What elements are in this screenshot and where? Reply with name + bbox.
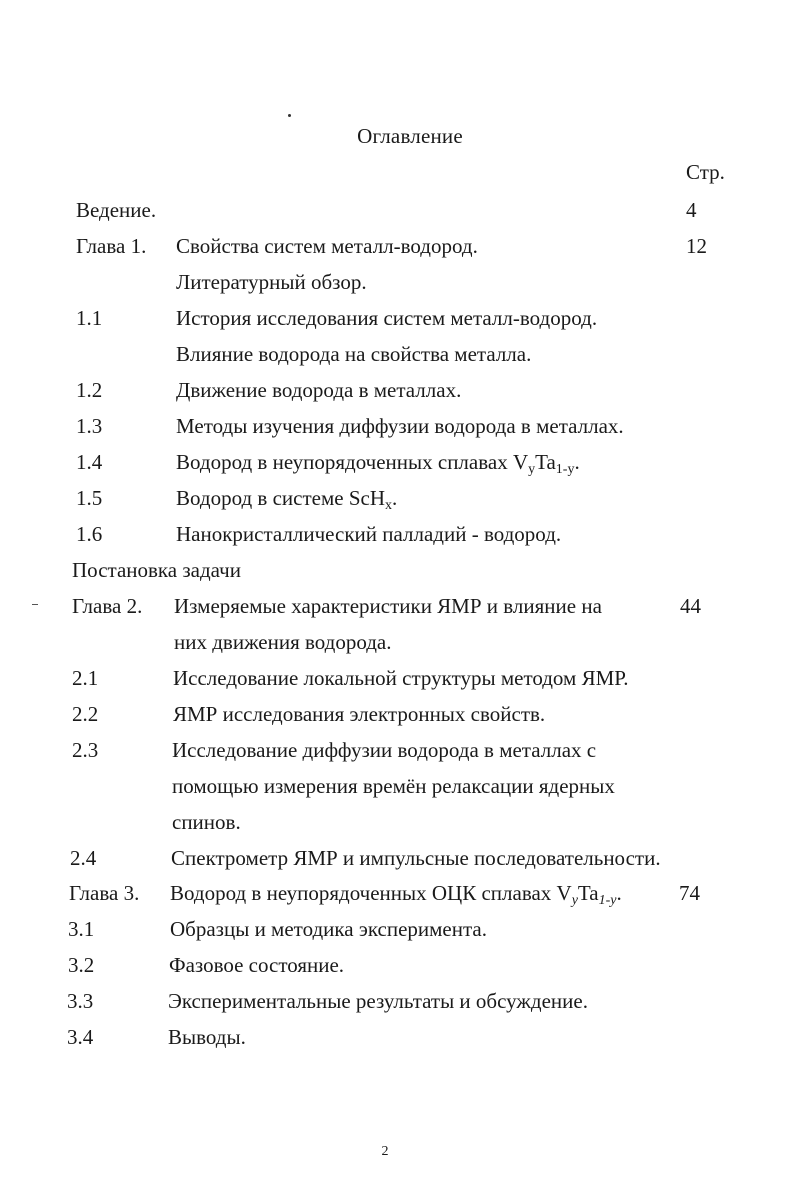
page-number: 2: [381, 1144, 389, 1159]
toc-subscript: x: [385, 498, 392, 513]
toc-entry-title: Методы изучения диффузии водорода в металлах.: [176, 414, 624, 438]
toc-entry-title: Движение водорода в металлах.: [176, 378, 462, 402]
toc-entry-number: 1.3: [76, 414, 103, 438]
toc-entry-number: 2.1: [72, 666, 99, 690]
toc-entry-title: Исследование диффузии водорода в металлах с: [172, 738, 597, 762]
pages-column-header: Стр.: [686, 160, 725, 184]
toc-entry-number: 1.4: [76, 450, 103, 474]
toc-text-part: Ta: [535, 450, 556, 474]
toc-subscript: y: [528, 462, 536, 477]
toc-entry-title: Влияние водорода на свойства металла.: [176, 342, 532, 366]
toc-entry-number: Глава 1.: [76, 234, 147, 258]
toc-entry-title: Измеряемые характеристики ЯМР и влияние на: [174, 594, 602, 618]
toc-entry-page: 12: [686, 234, 707, 258]
toc-entry-number: 1.2: [76, 378, 103, 402]
toc-entry-title: Фазовое состояние.: [169, 953, 345, 977]
toc-text-part: Водород в системе ScH: [176, 486, 385, 510]
toc-entry-number: 2.2: [72, 702, 99, 726]
toc-entry-number: 3.1: [68, 917, 95, 941]
toc-entry-title: них движения водорода.: [174, 630, 392, 654]
toc-entry-title: Литературный обзор.: [176, 270, 367, 294]
toc-entry-title: Нанокристаллический палладий - водород.: [176, 522, 562, 546]
toc-text-part: .: [616, 881, 622, 905]
toc-entry-title: Образцы и методика эксперимента.: [170, 917, 487, 941]
toc-text-part: .: [392, 486, 398, 510]
toc-text-part: Водород в неупорядоченных сплавах V: [176, 450, 529, 474]
toc-entry-label: Ведение.: [76, 198, 157, 222]
toc-text-part: Водород в неупорядоченных ОЦК сплавах V: [170, 881, 572, 905]
toc-subscript: 1-y: [555, 462, 575, 477]
toc-entry-number: Глава 2.: [72, 594, 143, 618]
toc-entry-page: 74: [679, 881, 700, 905]
page-title: Оглавление: [357, 124, 463, 148]
toc-entry-title: [176, 486, 398, 513]
toc-entry-title: Выводы.: [168, 1025, 246, 1049]
toc-text-part: .: [574, 450, 580, 474]
toc-subscript: y: [571, 893, 578, 908]
toc-entry-title: [176, 450, 580, 477]
toc-entry-number: 3.4: [67, 1025, 94, 1049]
scan-mark: [32, 604, 38, 605]
toc-entry-number: 3.3: [67, 989, 94, 1013]
toc-entry-label: Постановка задачи: [72, 558, 241, 582]
toc-entry-title: помощью измерения времён релаксации ядерных: [172, 774, 615, 798]
toc-entry-number: 1.5: [76, 486, 103, 510]
toc-subscript: 1-y: [598, 893, 617, 908]
toc-entry-title: Спектрометр ЯМР и импульсные последовательности.: [171, 846, 661, 870]
toc-entry-number: 2.4: [70, 846, 97, 870]
toc-entry-title: История исследования систем металл-водород.: [176, 306, 598, 330]
scan-speck: [288, 114, 291, 117]
toc-entry-number: 3.2: [68, 953, 95, 977]
toc-entry-title: Исследование локальной структуры методом ЯМР.: [173, 666, 629, 690]
toc-entry-number: 1.1: [76, 306, 103, 330]
toc-entry-number: 2.3: [72, 738, 99, 762]
toc-entry-page: 44: [680, 594, 701, 618]
toc-entry-title: спинов.: [172, 810, 241, 834]
toc-entry-title: Свойства систем металл-водород.: [176, 234, 478, 258]
toc-entry-page: 4: [686, 198, 697, 222]
toc-text-part: Ta: [577, 881, 599, 905]
toc-entry-number: 1.6: [76, 522, 103, 546]
toc-entry-number: Глава 3.: [69, 881, 140, 905]
toc-entry-title: ЯМР исследования электронных свойств.: [173, 702, 546, 726]
toc-entry-title: Экспериментальные результаты и обсуждение.: [168, 989, 588, 1013]
toc-entry-title: [170, 881, 622, 908]
